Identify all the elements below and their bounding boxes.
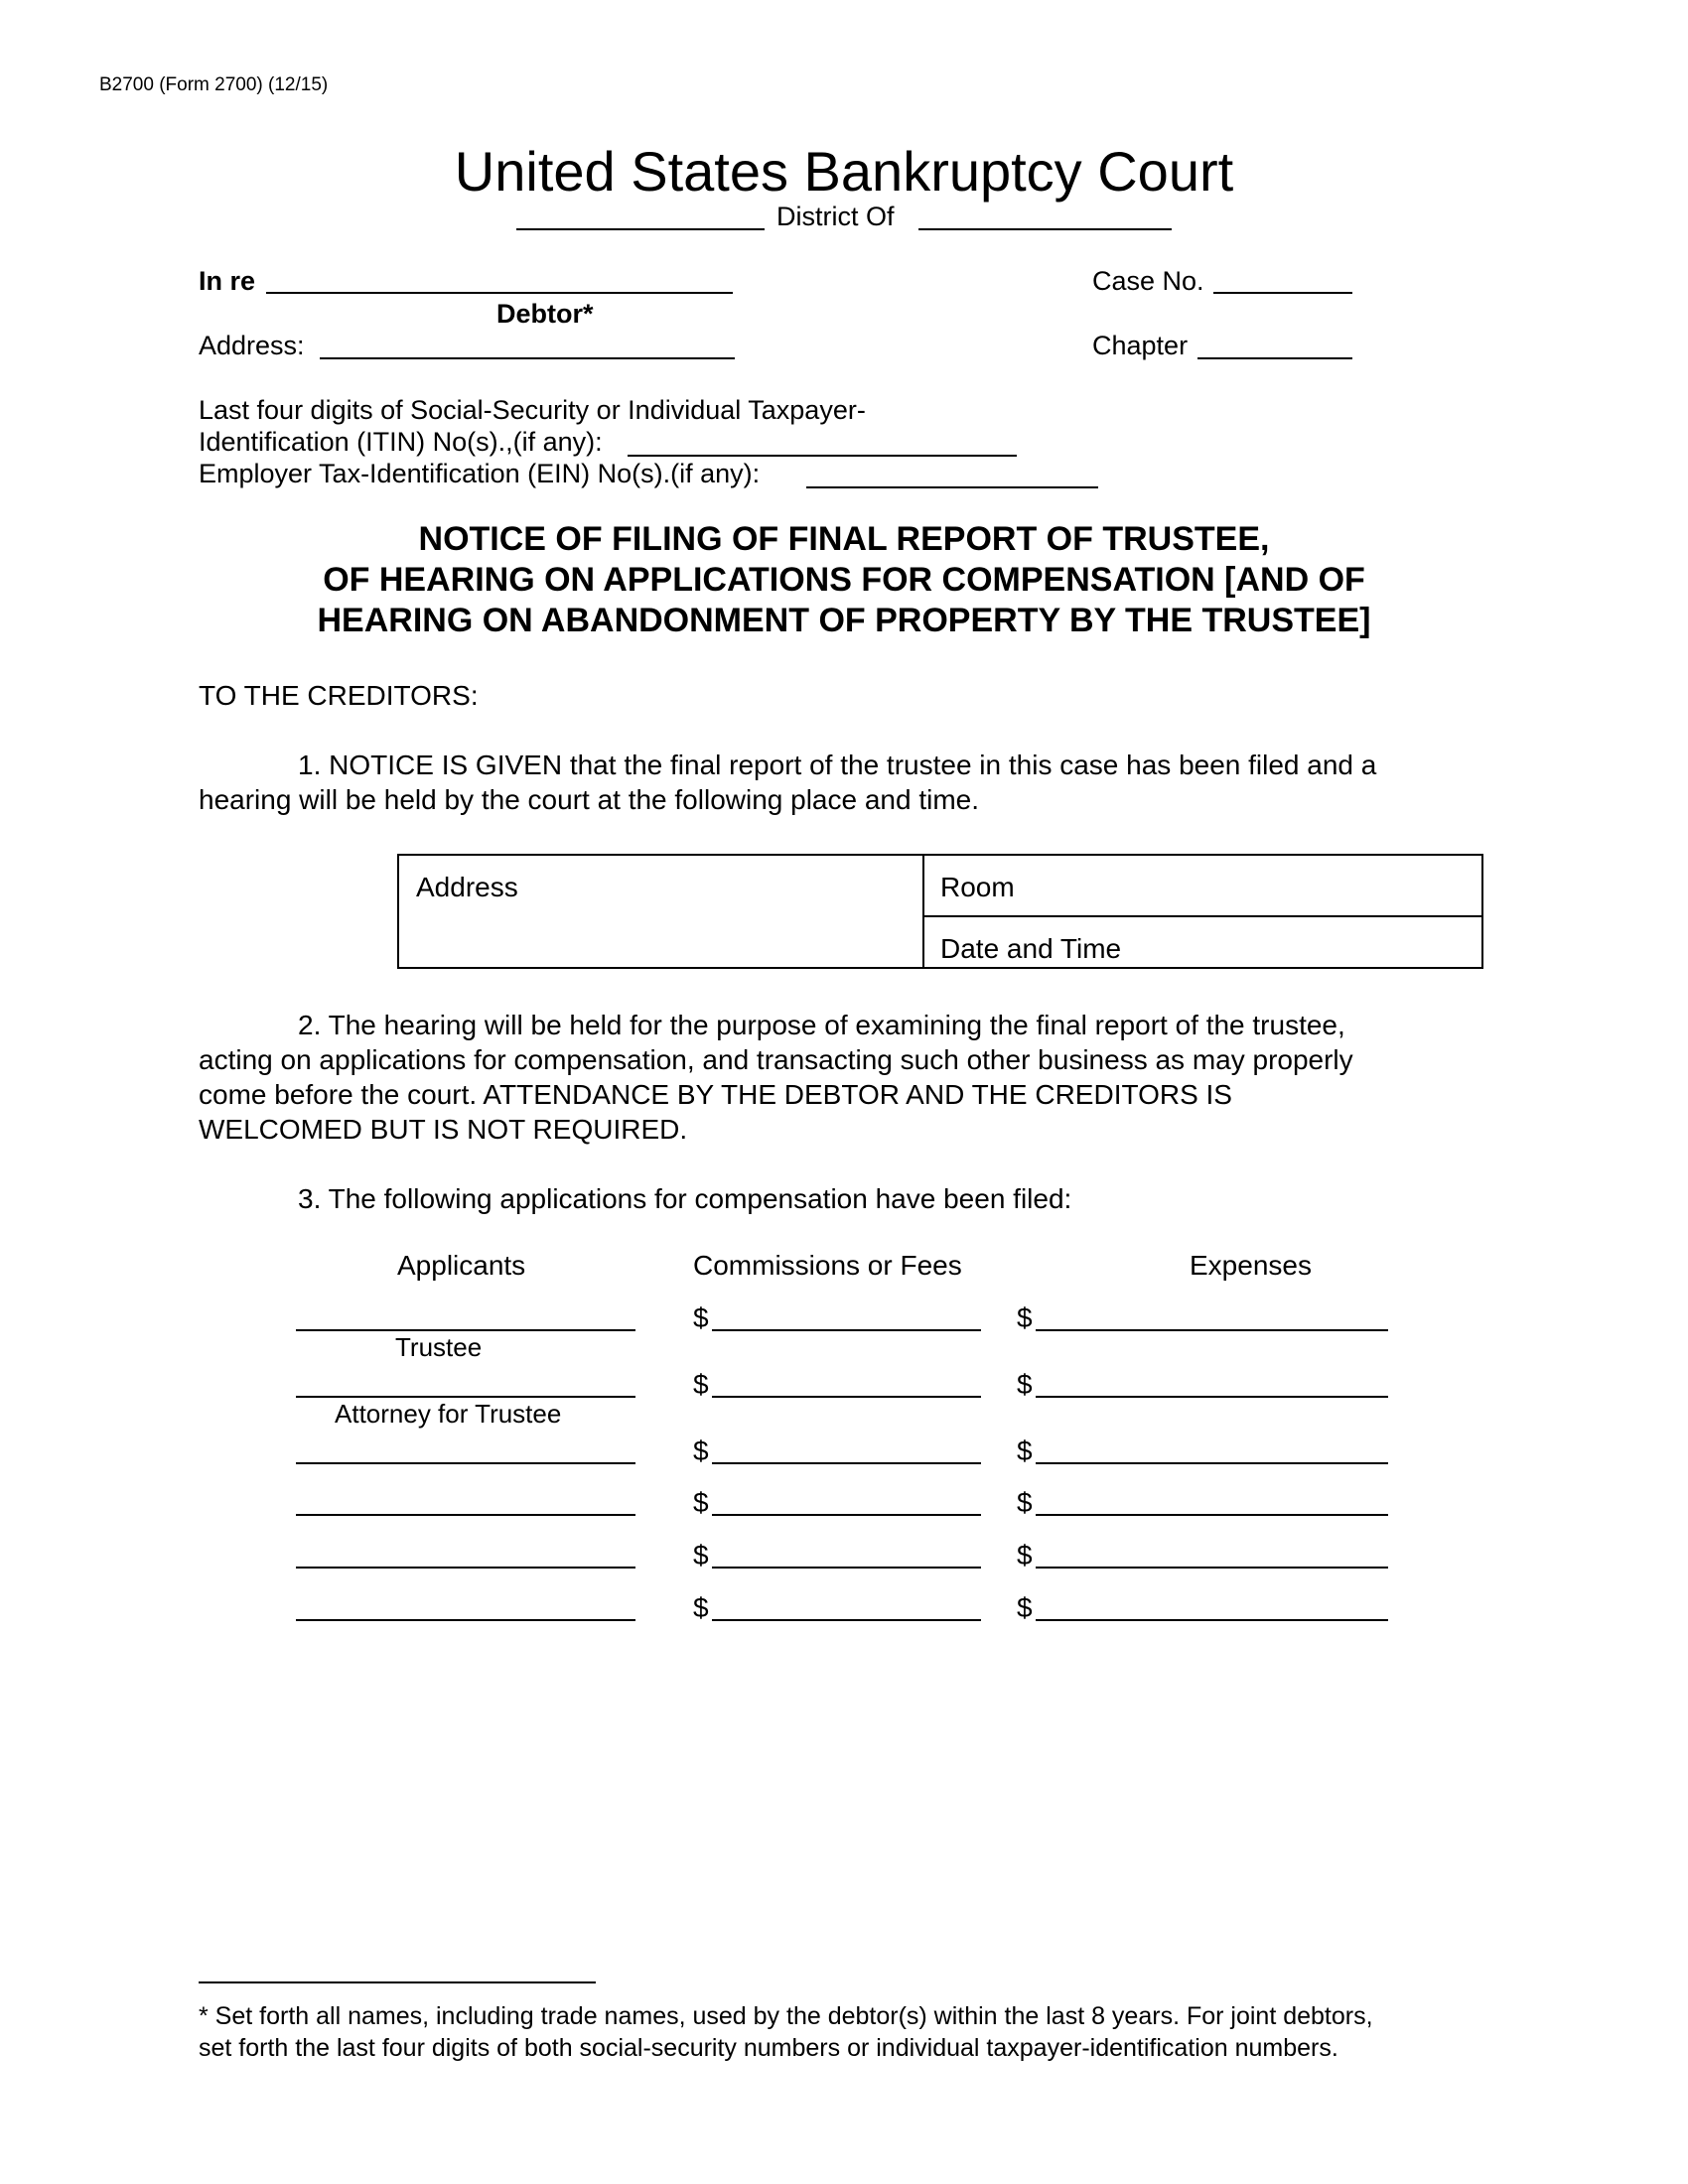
ssn-label-line2: Identification (ITIN) No(s).,(if any): <box>199 427 603 457</box>
expenses-currency-4: $ <box>1017 1487 1033 1518</box>
address-label: Address: <box>199 331 305 360</box>
form-id: B2700 (Form 2700) (12/15) <box>99 74 329 95</box>
fees-currency-1: $ <box>693 1302 709 1333</box>
para2-line4: WELCOMED BUT IS NOT REQUIRED. <box>199 1114 688 1145</box>
fees-currency-4: $ <box>693 1487 709 1518</box>
case-no-field[interactable] <box>1213 264 1352 294</box>
district-prefix-field[interactable] <box>516 201 765 230</box>
footnote-separator <box>199 1981 596 1983</box>
district-label: District Of <box>776 202 895 231</box>
chapter-label: Chapter <box>1092 331 1189 360</box>
para2-line1: 2. The hearing will be held for the purpose of examining the final report of the trustee, <box>298 1010 1345 1040</box>
applicant-field-trustee[interactable] <box>296 1301 635 1331</box>
case-no-label: Case No. <box>1092 266 1204 296</box>
ssn-label-line1: Last four digits of Social-Security or Individual Taxpayer- <box>199 395 866 425</box>
para3: 3. The following applications for compensation have been filed: <box>298 1183 1072 1214</box>
debtor-address-field[interactable] <box>320 330 735 359</box>
chapter-field[interactable] <box>1197 330 1352 359</box>
fees-currency-5: $ <box>693 1540 709 1570</box>
expenses-field-2[interactable] <box>1036 1368 1388 1398</box>
col-expenses-header: Expenses <box>1190 1250 1312 1281</box>
footnote-line2: set forth the last four digits of both social-security numbers or individual taxpayer-identification numbers. <box>199 2034 1338 2062</box>
attorney-label: Attorney for Trustee <box>335 1399 562 1429</box>
fees-field-4[interactable] <box>712 1486 981 1516</box>
expenses-currency-3: $ <box>1017 1435 1033 1466</box>
footnote-line1: * Set forth all names, including trade names, used by the debtor(s) within the last 8 years. For joint debtors, <box>199 2002 1373 2030</box>
applicant-field-4[interactable] <box>296 1486 635 1516</box>
fees-field-1[interactable] <box>712 1301 981 1331</box>
expenses-currency-5: $ <box>1017 1540 1033 1570</box>
ein-field[interactable] <box>806 459 1098 488</box>
hearing-table-row-divider <box>922 915 1481 917</box>
hearing-address-label: Address <box>416 872 518 902</box>
hearing-table-divider <box>922 856 924 967</box>
hearing-date-time-label: Date and Time <box>940 933 1122 964</box>
trustee-label: Trustee <box>395 1332 483 1362</box>
hearing-table <box>397 854 1483 969</box>
ein-label: Employer Tax-Identification (EIN) No(s).(if any): <box>199 459 761 488</box>
debtor-label: Debtor* <box>496 299 594 329</box>
fees-field-3[interactable] <box>712 1434 981 1464</box>
salutation: TO THE CREDITORS: <box>199 680 479 711</box>
applicant-field-attorney[interactable] <box>296 1368 635 1398</box>
expenses-field-3[interactable] <box>1036 1434 1388 1464</box>
fees-field-5[interactable] <box>712 1539 981 1569</box>
applicant-field-5[interactable] <box>296 1539 635 1569</box>
ssn-itin-field[interactable] <box>628 427 1017 457</box>
fees-currency-2: $ <box>693 1369 709 1400</box>
expenses-field-4[interactable] <box>1036 1486 1388 1516</box>
expenses-field-5[interactable] <box>1036 1539 1388 1569</box>
notice-title-line1: NOTICE OF FILING OF FINAL REPORT OF TRUSTEE, <box>418 520 1270 558</box>
district-name-field[interactable] <box>918 201 1172 230</box>
debtor-name-field[interactable] <box>266 264 733 294</box>
in-re-label: In re <box>199 266 256 296</box>
fees-field-2[interactable] <box>712 1368 981 1398</box>
para1-line2: hearing will be held by the court at the following place and time. <box>199 784 980 815</box>
fees-field-6[interactable] <box>712 1591 981 1621</box>
applicant-field-6[interactable] <box>296 1591 635 1621</box>
fees-currency-3: $ <box>693 1435 709 1466</box>
col-fees-header: Commissions or Fees <box>693 1250 962 1281</box>
col-applicants-header: Applicants <box>397 1250 526 1281</box>
fees-currency-6: $ <box>693 1592 709 1623</box>
notice-title-line3: HEARING ON ABANDONMENT OF PROPERTY BY THE TRUSTEE] <box>317 602 1371 639</box>
para1-line1: 1. NOTICE IS GIVEN that the final report of the trustee in this case has been filed and a <box>298 750 1377 780</box>
notice-title-line2: OF HEARING ON APPLICATIONS FOR COMPENSATION [AND OF <box>323 561 1365 599</box>
hearing-room-label: Room <box>940 872 1015 902</box>
expenses-field-6[interactable] <box>1036 1591 1388 1621</box>
para2-line3: come before the court. ATTENDANCE BY THE DEBTOR AND THE CREDITORS IS <box>199 1079 1232 1110</box>
applicant-field-3[interactable] <box>296 1434 635 1464</box>
expenses-currency-1: $ <box>1017 1302 1033 1333</box>
para2-line2: acting on applications for compensation, and transacting such other business as may properly <box>199 1044 1353 1075</box>
expenses-currency-6: $ <box>1017 1592 1033 1623</box>
expenses-currency-2: $ <box>1017 1369 1033 1400</box>
expenses-field-1[interactable] <box>1036 1301 1388 1331</box>
court-title: United States Bankruptcy Court <box>454 140 1234 203</box>
